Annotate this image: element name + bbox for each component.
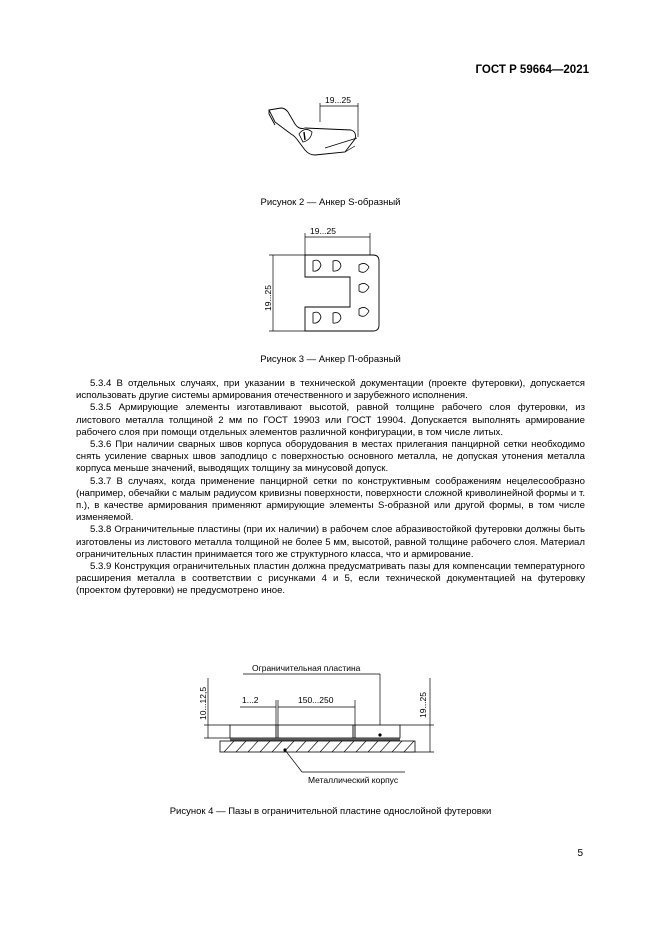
paragraph-5-3-9: 5.3.9 Конструкция ограничительных пластин должна предусматривать пазы для компенсации температурного расширения металла в соответствии с рисунками 4 и 5, если технической документацией на футеровку (проектом футеровки) не предусмотрено иное. [76, 561, 585, 597]
figure-2-dim: 19...25 [325, 95, 351, 105]
paragraph-5-3-4: 5.3.4 В отдельных случаях, при указании в технической документации (проекте футеровки), допускается использовать другие системы армирования отечественного и зарубежного исполнения. [76, 378, 585, 402]
figure-3-dim-left: 19...25 [263, 285, 273, 311]
figure-2-caption: Рисунок 2 — Анкер S-образный [260, 197, 401, 208]
figure-4-dim-gap: 1...2 [242, 695, 259, 705]
document-header: ГОСТ Р 59664—2021 [475, 64, 589, 76]
paragraph-5-3-8: 5.3.8 Ограничительные пластины (при их наличии) в рабочем слое абразивостойкой футеровки должны быть изготовлены из листового металла толщиной не более 5 мм, высотой, равной толщине рабочего слоя. Материал ограничительных пластин принимается того же структурного класса, что и армирование. [76, 524, 585, 560]
figure-4-caption: Рисунок 4 — Пазы в ограничительной пластине однослойной футеровки [169, 806, 492, 817]
figure-4-drawing [190, 650, 440, 790]
page-number: 5 [577, 848, 583, 859]
figure-4-dim-right: 19...25 [418, 692, 428, 718]
figure-3-drawing [255, 225, 385, 340]
paragraph-5-3-7: 5.3.7 В случаях, когда применение панцирной сетки по конструктивным соображениям нецелесообразно (например, обечайки с малым радиусом кривизны поверхности, поверхности сложной криволинейной формы и т. п.), в качестве армирования применяют армирующие элементы S-образной или другой формы, в том числе изменяемой. [76, 475, 585, 524]
figure-4-dim-left: 10...12,5 [198, 686, 208, 720]
figure-3-caption: Рисунок 3 — Анкер П-образный [260, 354, 401, 365]
body-text [76, 378, 585, 598]
paragraph-5-3-5: 5.3.5 Армирующие элементы изготавливают высотой, равной толщине рабочего слоя футеровки, из листового металла толщиной 2 мм по ГОСТ 19903 или ГОСТ 19904. Допускается выполнять армирование рабочего слоя при помощи отдельных элементов различной конфигурации, в том числе литых. [76, 402, 585, 438]
figure-4-label-body: Металлический корпус [308, 775, 399, 785]
figure-2-drawing [255, 92, 375, 170]
paragraph-5-3-6: 5.3.6 При наличии сварных швов корпуса оборудования в местах прилегания панцирной сетки необходимо снять усиление сварных швов заподлицо с поверхностью основного металла, не допуская утонения металла корпуса меньше значений, выводящих толщину за минусовой допуск. [76, 439, 585, 475]
figure-3-dim-top: 19...25 [310, 226, 336, 236]
figure-4-label-plate: Ограничительная пластина [252, 663, 361, 673]
figure-4-dim-spacing: 150...250 [298, 695, 334, 705]
